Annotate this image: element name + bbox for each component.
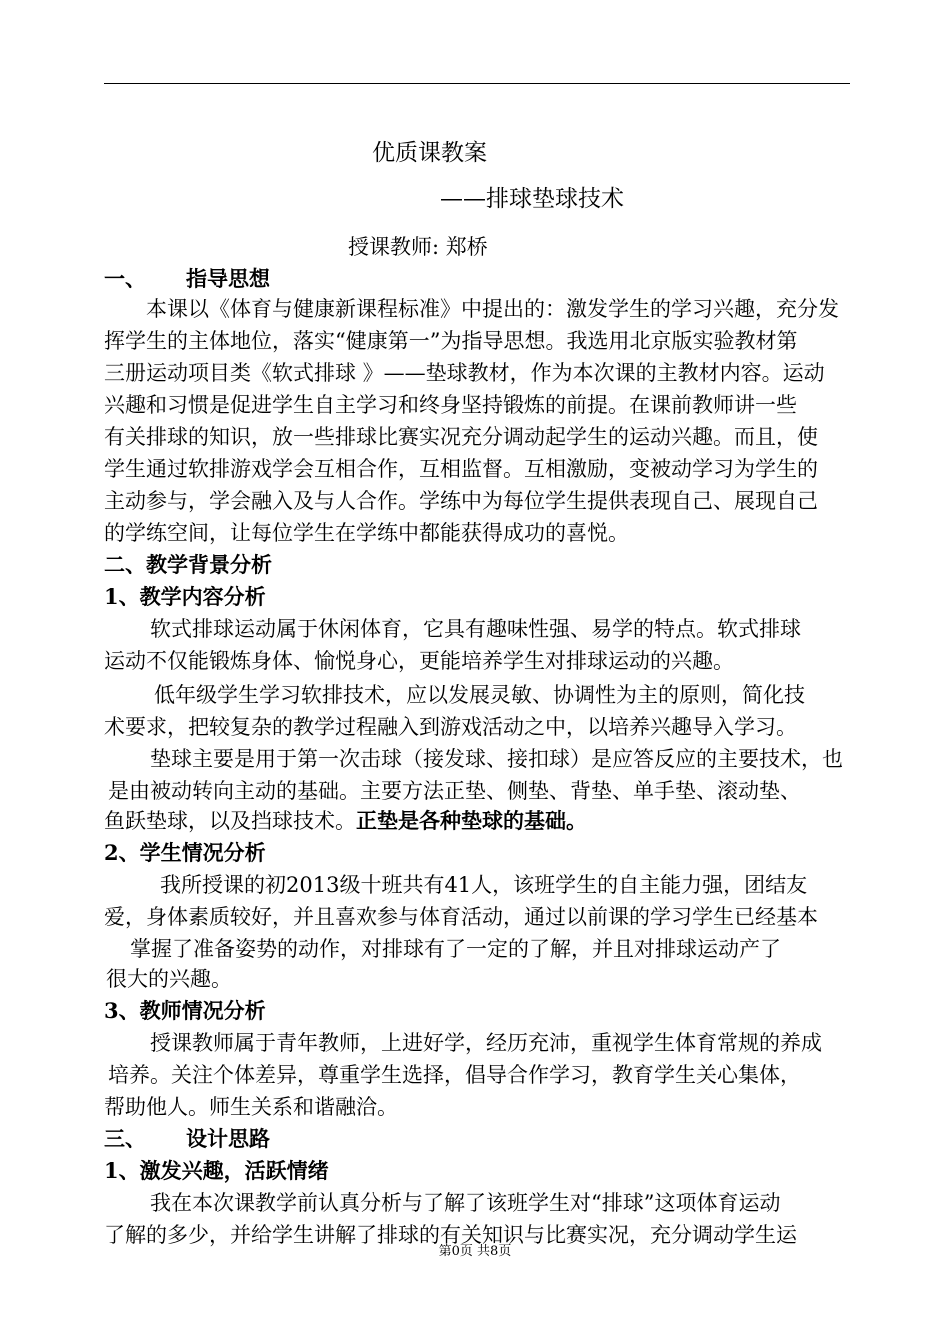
- paragraph-line: 帮助他人。师生关系和谐融洽。: [104, 1095, 398, 1119]
- paragraph-line: 运动不仅能锻炼身体、愉悦身心，更能培养学生对排球运动的兴趣。: [104, 649, 734, 673]
- paragraph-line: 三册运动项目类《软式排球 》——垫球教材，作为本次课的主教材内容。运动: [104, 361, 825, 385]
- paragraph-line: 有关排球的知识，放一些排球比赛实况充分调动起学生的运动兴趣。而且，使: [104, 425, 818, 449]
- paragraph-line: [104, 806, 587, 836]
- teacher-line: 授课教师: 郑桥: [348, 235, 488, 259]
- paragraph-line: 培养。关注个体差异，尊重学生选择，倡导合作学习，教育学生关心集体，: [108, 1063, 801, 1087]
- paragraph-line: 兴趣和习惯是促进学生自主学习和终身坚持锻炼的前提。在课前教师讲一些: [104, 393, 797, 417]
- paragraph-line: 掌握了准备姿势的动作，对排球有了一定的了解，并且对排球运动产了: [130, 937, 781, 961]
- section-1-number: 一、: [104, 266, 146, 291]
- doc-subtitle: ——排球垫球技术: [440, 186, 624, 212]
- header-rule: [104, 83, 850, 84]
- section-3-title: 设计思路: [186, 1126, 270, 1151]
- section-3-number: 三、: [104, 1126, 146, 1151]
- subsection-heading: 2、学生情况分析: [104, 840, 266, 865]
- emphasis-text: 正垫是各种垫球的基础。: [356, 808, 587, 833]
- paragraph-text: 鱼跃垫球，以及挡球技术。: [104, 809, 356, 833]
- paragraph-line: 是由被动转向主动的基础。主要方法正垫、侧垫、背垫、单手垫、滚动垫、: [108, 779, 801, 803]
- paragraph-line: 了解的多少，并给学生讲解了排球的有关知识与比赛实况，充分调动学生运: [104, 1223, 797, 1247]
- paragraph-line: 授课教师属于青年教师，上进好学，经历充沛，重视学生体育常规的养成: [150, 1031, 822, 1055]
- paragraph-line: 本课以《体育与健康新课程标准》中提出的：激发学生的学习兴趣，充分发: [146, 297, 839, 321]
- paragraph-line: 学生通过软排游戏学会互相合作，互相监督。互相激励，变被动学习为学生的: [104, 457, 818, 481]
- section-2-heading: 二、教学背景分析: [104, 552, 272, 577]
- subsection-heading: 3、教师情况分析: [104, 998, 266, 1023]
- paragraph-line: 很大的兴趣。: [106, 967, 232, 991]
- doc-title: 优质课教案: [372, 140, 487, 166]
- paragraph-line: 垫球主要是用于第一次击球（接发球、接扣球）是应答反应的主要技术，也: [150, 747, 843, 771]
- subsection-heading: 1、教学内容分析: [104, 584, 266, 609]
- paragraph-line: 挥学生的主体地位，落实“健康第一”为指导思想。我选用北京版实验教材第: [104, 329, 798, 353]
- paragraph-line: 的学练空间，让每位学生在学练中都能获得成功的喜悦。: [104, 521, 629, 545]
- paragraph-line: 我所授课的初2013级十班共有41人，该班学生的自主能力强，团结友: [160, 873, 808, 897]
- paragraph-line: 我在本次课教学前认真分析与了解了该班学生对“排球”这项体育运动: [150, 1191, 781, 1215]
- paragraph-line: 低年级学生学习软排技术，应以发展灵敏、协调性为主的原则，简化技: [154, 683, 805, 707]
- paragraph-line: 主动参与，学会融入及与人合作。学练中为每位学生提供表现自己、展现自己: [104, 489, 818, 513]
- paragraph-line: 术要求，把较复杂的教学过程融入到游戏活动之中，以培养兴趣导入学习。: [104, 715, 797, 739]
- paragraph-line: 软式排球运动属于休闲体育，它具有趣味性强、易学的特点。软式排球: [150, 617, 801, 641]
- paragraph-line: 爱，身体素质较好，并且喜欢参与体育活动，通过以前课的学习学生已经基本: [104, 905, 818, 929]
- subsection-heading: 1、激发兴趣，活跃情绪: [104, 1158, 329, 1183]
- section-1-title: 指导思想: [186, 266, 270, 291]
- page-footer: 第0页 共8页: [438, 1244, 512, 1259]
